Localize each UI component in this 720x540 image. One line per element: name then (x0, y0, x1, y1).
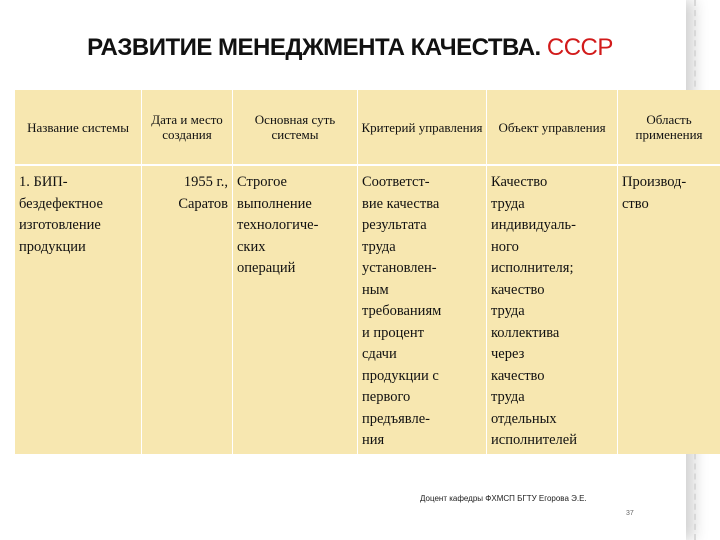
cell-line: Производ- (622, 174, 687, 190)
header-object: Объект управления (487, 90, 618, 165)
header-system-name: Название системы (15, 90, 142, 165)
cell-line: коллектива (491, 324, 560, 341)
cell-line: качество (491, 367, 545, 384)
slide-title (0, 34, 700, 62)
cell-line: вие качества (362, 195, 440, 212)
cell-line: отдельных (491, 410, 557, 427)
cell-line: Строгое (237, 174, 287, 190)
cell-line: операций (237, 260, 296, 276)
cell-line: через (491, 346, 525, 362)
cell-line: продукции с (362, 367, 439, 384)
cell-line: изготовление (19, 217, 101, 233)
cell-line: установлен- (362, 260, 437, 276)
cell-line: 1. БИП- (19, 174, 68, 190)
cell-line: продукции (19, 238, 86, 255)
cell-line: 1955 г., (183, 174, 228, 190)
cell-line: технологиче- (237, 217, 319, 233)
title-main: РАЗВИТИЕ МЕНЕДЖМЕНТА КАЧЕСТВА. (87, 34, 541, 61)
cell-line: Саратов (178, 195, 228, 212)
cell-line: Качество (491, 174, 548, 190)
cell-essence (233, 165, 358, 454)
cell-line: труда (362, 238, 396, 255)
cell-line: ного (491, 238, 519, 255)
cell-line: требованиям (362, 303, 442, 319)
cell-line: результата (362, 217, 427, 233)
cell-line: качество (491, 281, 545, 298)
cell-criterion (358, 165, 487, 454)
cell-line: ным (362, 281, 389, 298)
cell-line: ния (362, 432, 385, 448)
table-row (15, 165, 720, 454)
cell-line: труда (491, 389, 525, 405)
cell-line: труда (491, 195, 525, 212)
header-area: Область применения (618, 90, 720, 165)
cell-system-name (15, 165, 142, 454)
author-footer: Доцент кафедры ФХМСП БГТУ Егорова Э.Е. (420, 494, 587, 503)
cell-line: исполнителя; (491, 260, 574, 276)
cell-line: бездефектное (19, 195, 103, 212)
page-number: 37 (626, 510, 634, 517)
cell-line: труда (491, 303, 525, 319)
cell-line: предъявле- (362, 410, 430, 427)
cell-line: сдачи (362, 346, 397, 362)
header-criterion: Критерий управления (358, 90, 487, 165)
quality-systems-table (14, 90, 720, 454)
cell-line: исполнителей (491, 432, 577, 448)
cell-area (618, 165, 720, 454)
table-header-row (15, 90, 720, 165)
cell-line: первого (362, 389, 411, 405)
header-date-place: Дата и место создания (142, 90, 233, 165)
cell-date-place (142, 165, 233, 454)
header-essence: Основная суть системы (233, 90, 358, 165)
cell-line: индивидуаль- (491, 217, 576, 233)
cell-object (487, 165, 618, 454)
title-accent: СССР (546, 34, 613, 61)
cell-line: выполнение (237, 195, 312, 212)
cell-line: ство (622, 195, 649, 212)
cell-line: Соответст- (362, 174, 430, 190)
cell-line: и процент (362, 324, 424, 341)
cell-line: ских (237, 238, 266, 255)
